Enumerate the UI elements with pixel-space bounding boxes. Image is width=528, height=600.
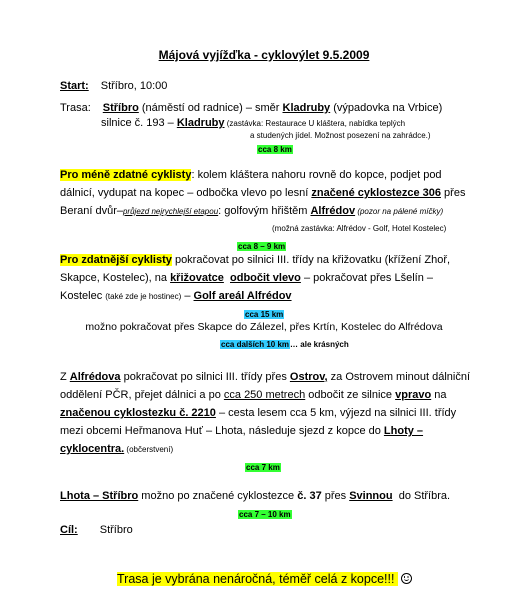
- turn-right: vpravo: [395, 389, 432, 401]
- weak-label: Pro méně zdatné cyklisty: [60, 169, 192, 181]
- start-line: [60, 80, 167, 92]
- krizovatka: křižovatce: [170, 272, 224, 284]
- strong-label: Pro zdatnější cyklisty: [60, 254, 172, 266]
- route-37: č. 37: [297, 490, 322, 502]
- alfredov-text: mezi obcemi Heřmanova Huť – Lhota, následuje sjezd z kopce do: [60, 425, 384, 437]
- place-svinna: Svinnou: [349, 490, 393, 502]
- trasa-text: (výpadovka na Vrbice): [330, 102, 443, 114]
- trasa-line-2: [101, 117, 405, 129]
- place-alfredov: Alfrédov: [310, 205, 356, 217]
- strong-more: možno pokračovat přes Skapce do Zálezel, přes Krtín, Kostelec do Alfrédova: [85, 321, 443, 333]
- trasa-note-2: a studených jídel. Možnost posezení na zahrádce.): [250, 131, 431, 140]
- weak-line-3: [60, 205, 443, 217]
- lhota-line: [60, 490, 450, 502]
- place-ostrov: Ostrov,: [289, 371, 328, 383]
- weak-text: dálnicí, vydupat na kopec – odbočka vlevo po lesní: [60, 187, 312, 199]
- distance-badge: cca dalších 10 km: [221, 340, 290, 349]
- alfredov-text: za Ostrovem minout dálniční: [327, 371, 471, 383]
- footer-text: Trasa je vybrána nenáročná, téměř celá z kopce!!!: [117, 572, 398, 586]
- page-title: Májová vyjížďka - cyklovýlet 9.5.2009: [158, 48, 370, 62]
- hostinec-note: (také zde je hostinec): [105, 292, 182, 301]
- alfredov-text: na: [431, 389, 447, 401]
- fast-stage-note: průjezd nejrychlejší etapou: [122, 207, 219, 216]
- strong-text: pokračovat po silnici III. třídy na křižovatku (křížení Zhoř,: [171, 254, 451, 266]
- strong-line-1: [60, 254, 450, 266]
- start-label: Start:: [60, 80, 89, 92]
- lhota-text: přes: [321, 490, 350, 502]
- alfredov-text: odbočit ze silnice: [305, 389, 396, 401]
- smiley-icon: [401, 573, 412, 584]
- alfredov-line-5: [60, 443, 173, 455]
- cil-line: [60, 524, 133, 536]
- cil-value: Stříbro: [99, 524, 133, 536]
- cil-label: Cíl:: [60, 524, 78, 536]
- cyklostezka-306: značené cyklostezce 306: [311, 187, 441, 199]
- place-kladruby: Kladruby: [282, 102, 331, 114]
- place-cyklocentrum: cyklocentra.: [60, 443, 125, 455]
- lhota-text: možno po značené cyklostezce: [138, 490, 298, 502]
- strong-text: Kostelec: [60, 290, 106, 302]
- distance-badge: cca 8 – 9 km: [238, 242, 286, 251]
- strong-line-3: [60, 290, 292, 302]
- distance-250m: cca 250 metrech: [223, 389, 306, 401]
- weak-distance: [237, 240, 286, 252]
- cyklostezka-2210: značenou cyklostezku č. 2210: [60, 407, 216, 419]
- strong-line-2: [60, 272, 433, 284]
- turn-left: odbočit vlevo: [230, 272, 301, 284]
- start-value: Stříbro, 10:00: [100, 80, 168, 92]
- lhota-text: do Stříbra.: [392, 490, 451, 502]
- trasa-note: (zastávka: Restaurace U kláštera, nabídka teplých: [224, 119, 406, 128]
- alfredov-line-3: [60, 407, 456, 419]
- alfredov-text: oddělení PČR, přejet dálnici a po: [60, 389, 224, 401]
- lhota-distance: [238, 508, 292, 520]
- weak-text: přes: [440, 187, 466, 199]
- alfredov-text: – cesta lesem cca 5 km, výjezd na silnici III. třídy: [215, 407, 457, 419]
- place-lhota: Lhoty –: [383, 425, 424, 437]
- place-lhota-stribro: Lhota – Stříbro: [60, 490, 139, 502]
- place-alfredova: Alfrédova: [69, 371, 121, 383]
- trasa-label: Trasa:: [60, 102, 91, 114]
- weak-stop: (možná zastávka: Alfrédov - Golf, Hotel Kostelec): [272, 224, 447, 233]
- distance-note: … ale krásných: [290, 340, 349, 349]
- weak-text: Beraní dvůr–: [60, 205, 123, 217]
- trasa-text: (náměstí od radnice) – směr: [138, 102, 283, 114]
- strong-distance: [244, 308, 284, 320]
- trasa-line-1: [60, 102, 442, 114]
- alfredov-line-4: [60, 425, 423, 437]
- trasa-text: silnice č. 193 –: [101, 117, 177, 129]
- golf-warning: (pozor na pálené míčky): [355, 207, 444, 216]
- alfredov-line-2: [60, 389, 446, 401]
- place-kladruby-2: Kladruby: [176, 117, 225, 129]
- weak-text: : kolem kláštera nahoru rovně do kopce, podjet pod: [191, 169, 442, 181]
- footer-note: [117, 572, 412, 586]
- strong-distance-2: [220, 338, 349, 350]
- weak-line-1: [60, 169, 442, 181]
- alfredov-text: pokračovat po silnici III. třídy přes: [120, 371, 290, 383]
- alfredov-line-1: [60, 371, 470, 383]
- distance-badge: cca 7 km: [246, 463, 280, 472]
- strong-text: Skapce, Kostelec), na: [60, 272, 171, 284]
- distance-badge: cca 15 km: [245, 310, 284, 319]
- alfredov-distance: [245, 461, 281, 473]
- distance-badge: cca 8 km: [258, 145, 292, 154]
- trasa-distance: [257, 143, 293, 155]
- strong-text: – pokračovat přes Lšelín –: [300, 272, 433, 284]
- place-golf-areal: Golf areál Alfrédov: [193, 290, 292, 302]
- refreshment-note: (občerstvení): [124, 445, 174, 454]
- distance-badge: cca 7 – 10 km: [239, 510, 291, 519]
- place-stribro: Stříbro: [102, 102, 139, 114]
- alfredov-text: Z: [60, 371, 70, 383]
- weak-text: : golfovým hřištěm: [218, 205, 311, 217]
- weak-line-2: [60, 187, 465, 199]
- strong-text: –: [181, 290, 194, 302]
